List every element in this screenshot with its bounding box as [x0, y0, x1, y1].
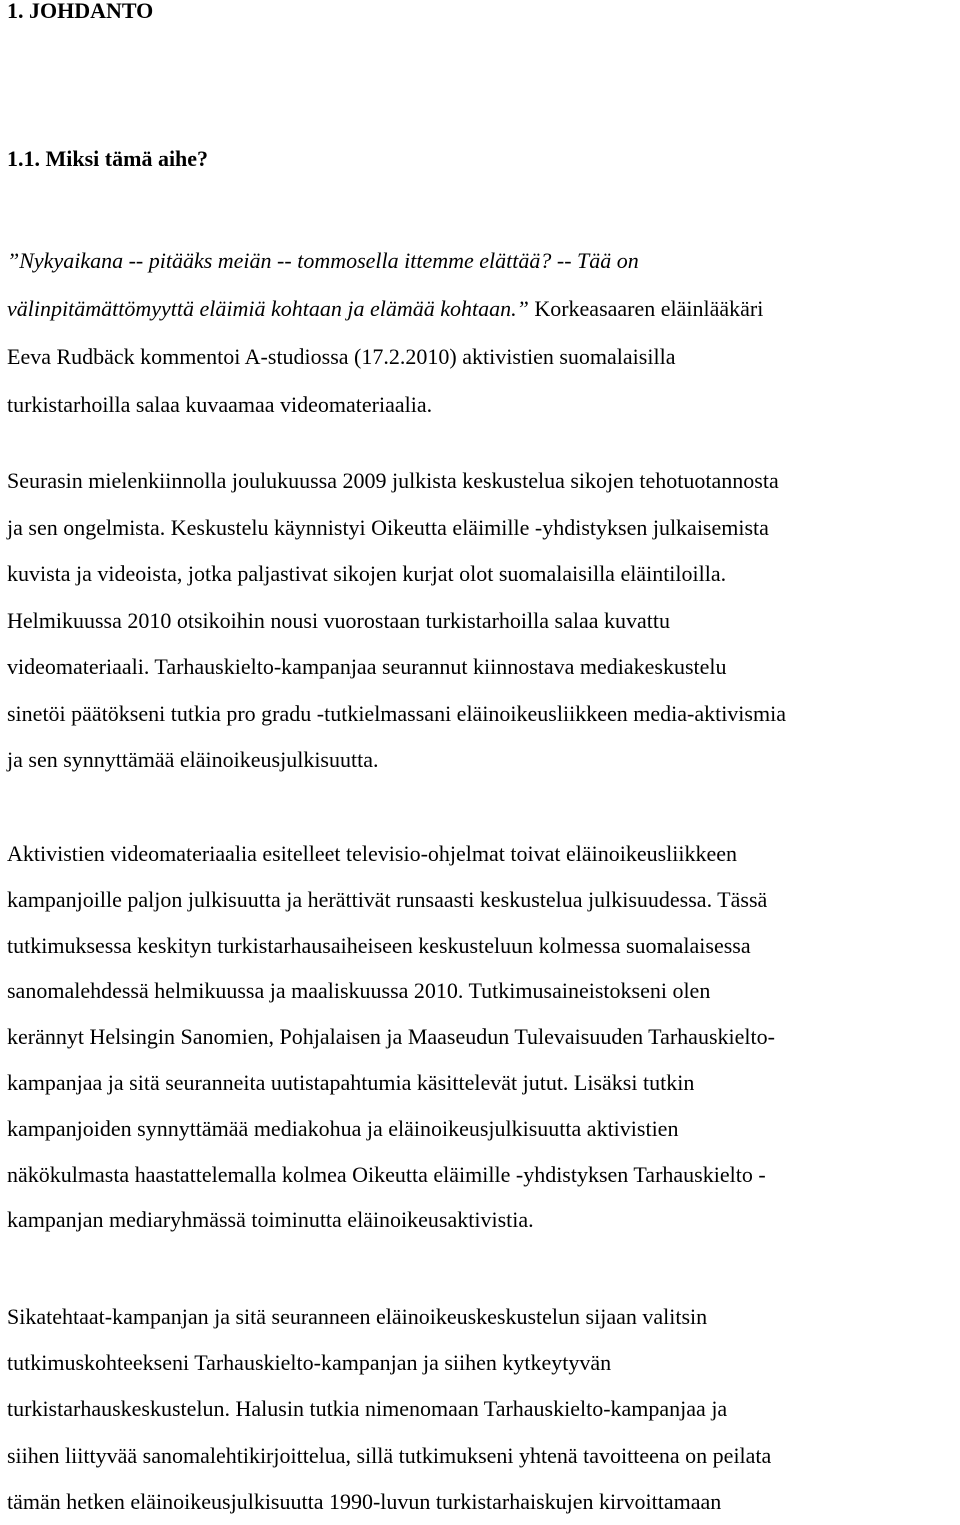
text-line: videomateriaali. Tarhauskielto-kampanjaa seurannut kiinnostava mediakeskustelu: [7, 654, 727, 679]
text-line: tämän hetken eläinoikeusjulkisuutta 1990-luvun turkistarhaiskujen kirvoittamaan: [7, 1488, 722, 1514]
body-paragraph-1: [7, 458, 786, 784]
body-paragraph-3: [7, 1294, 771, 1525]
text-line: tutkimuksessa keskityn turkistarhausaiheiseen keskusteluun kolmessa suomalaisessa: [7, 932, 751, 958]
quote-line: [7, 381, 807, 429]
quote-normal-text: Korkeasaaren eläinlääkäri: [528, 296, 764, 321]
text-line: kampanjaa ja sitä seuranneita uutistapahtumia käsittelevät jutut. Lisäksi tutkin: [7, 1069, 695, 1095]
text-line: tutkimuskohteekseni Tarhauskielto-kampanjan ja siihen kytkeytyvän: [7, 1350, 612, 1376]
text-line: turkistarhauskeskustelun. Halusin tutkia nimenomaan Tarhauskielto-kampanjaa ja: [7, 1396, 728, 1422]
text-line: ja sen synnyttämää eläinoikeusjulkisuutta.: [7, 747, 379, 772]
quote-paragraph: [7, 237, 807, 429]
quote-line: [7, 333, 807, 381]
text-line: Sikatehtaat-kampanjan ja sitä seuranneen eläinoikeuskeskustelun sijaan valitsin: [7, 1304, 708, 1329]
text-line: kampanjoille paljon julkisuutta ja herättivät runsaasti keskustelua julkisuudessa. Tässä: [7, 886, 768, 912]
text-line: näkökulmasta haastattelemalla kolmea Oikeutta eläimille -yhdistyksen Tarhauskielto -: [7, 1161, 766, 1187]
body-paragraph-2: [7, 831, 775, 1243]
quote-italic-text: välinpitämättömyyttä eläimiä kohtaan ja elämää kohtaan.”: [7, 296, 529, 321]
section-heading: 1.1. Miksi tämä aihe?: [7, 146, 209, 171]
text-line: sinetöi päätökseni tutkia pro gradu -tutkielmassani eläinoikeusliikkeen media-aktivismia: [7, 700, 786, 726]
text-line: kampanjan mediaryhmässä toiminutta eläinoikeusaktivistia.: [7, 1207, 534, 1233]
text-line: kuvista ja videoista, jotka paljastivat sikojen kurjat olot suomalaisilla eläintiloilla.: [7, 561, 727, 586]
text-line: kerännyt Helsingin Sanomien, Pohjalaisen ja Maaseudun Tulevaisuuden Tarhauskielto-: [7, 1024, 775, 1050]
chapter-heading: 1. JOHDANTO: [7, 0, 154, 23]
quote-normal-text: turkistarhoilla salaa kuvaamaa videomateriaalia.: [7, 392, 433, 417]
text-line: siihen liittyvää sanomalehtikirjoittelua, sillä tutkimukseni yhtenä tavoitteena on peilata: [7, 1442, 772, 1468]
text-line: ja sen ongelmista. Keskustelu käynnistyi Oikeutta eläimille -yhdistyksen julkaisemista: [7, 514, 769, 540]
quote-line: [7, 285, 807, 333]
quote-normal-text: Eeva Rudbäck kommentoi A-studiossa (17.2.2010) aktivistien suomalaisilla: [7, 344, 676, 369]
text-line: Seurasin mielenkiinnolla joulukuussa 2009 julkista keskustelua sikojen tehotuotannosta: [7, 468, 779, 493]
text-line: Aktivistien videomateriaalia esitelleet televisio-ohjelmat toivat eläinoikeusliikkeen: [7, 841, 738, 866]
text-line: kampanjoiden synnyttämää mediakohua ja eläinoikeusjulkisuutta aktivistien: [7, 1115, 679, 1141]
text-line: Helmikuussa 2010 otsikoihin nousi vuorostaan turkistarhoilla salaa kuvattu: [7, 607, 670, 633]
quote-italic-text: ”Nykyaikana -- pitääks meiän -- tommosella ittemme elättää? -- Tää on: [7, 248, 639, 273]
text-line: sanomalehdessä helmikuussa ja maaliskuussa 2010. Tutkimusaineistokseni olen: [7, 978, 711, 1004]
quote-line: [7, 237, 807, 285]
